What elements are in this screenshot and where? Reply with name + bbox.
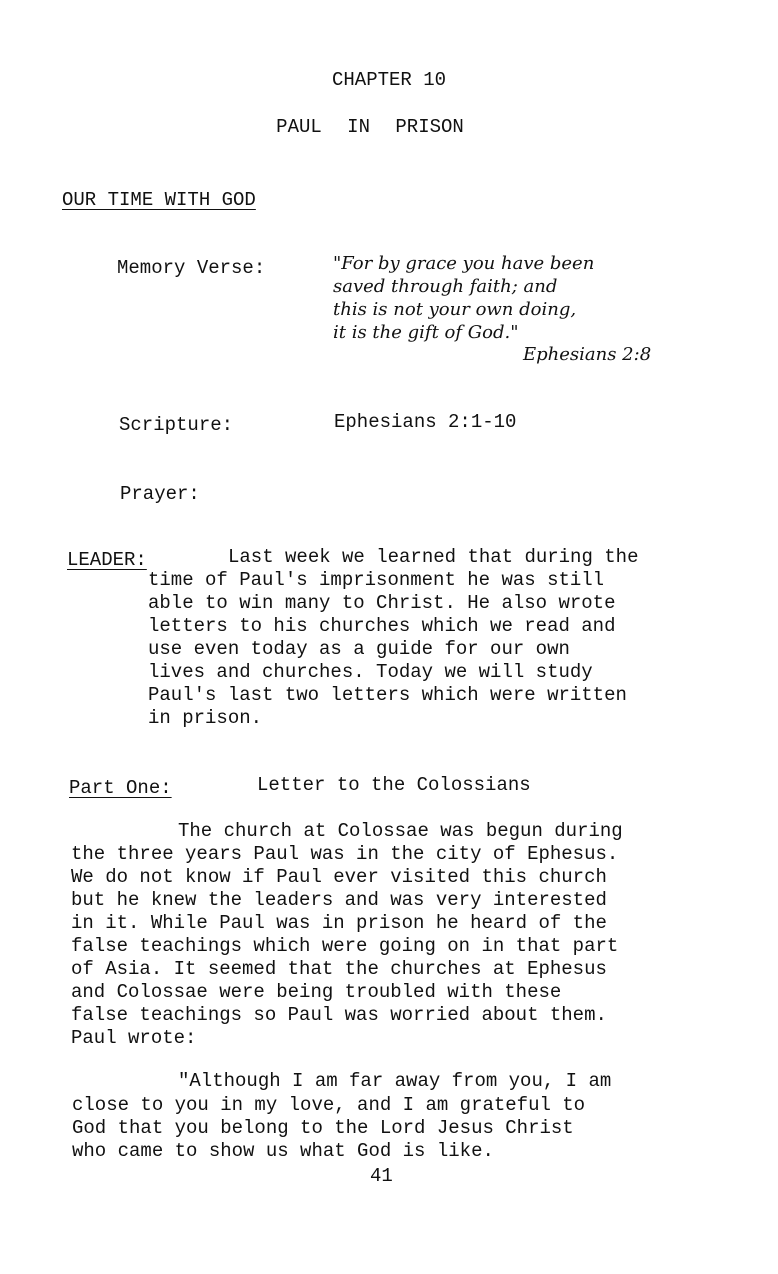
leader-line: time of Paul's imprisonment he was still	[148, 569, 605, 591]
paragraph-line: false teachings so Paul was worried about them.	[71, 1004, 607, 1026]
quote-line: close to you in my love, and I am grateful to	[72, 1094, 586, 1116]
memory-verse-text	[333, 252, 594, 344]
memory-verse-line: this is not your own doing,	[333, 299, 577, 320]
quote-text	[72, 1094, 585, 1163]
quote-line: who came to show us what God is like.	[72, 1140, 494, 1162]
section-heading: OUR TIME WITH GOD	[62, 189, 256, 211]
leader-line: in prison.	[148, 707, 263, 729]
paragraph-line: and Colossae were being troubled with these	[71, 981, 562, 1003]
chapter-heading: CHAPTER 10	[331, 69, 447, 91]
paragraph-line: of Asia. It seemed that the churches at Ephesus	[71, 958, 607, 980]
prayer-label: Prayer:	[120, 483, 200, 505]
memory-verse-label: Memory Verse:	[117, 257, 266, 279]
memory-verse-reference: Ephesians 2:8	[523, 344, 652, 365]
memory-verse-line: saved through faith; and	[333, 276, 558, 297]
scripture-label: Scripture:	[119, 414, 234, 436]
part-one-label: Part One:	[69, 777, 172, 799]
leader-line: able to win many to Christ. He also wrote	[148, 592, 616, 614]
memory-verse-line: "For by grace you have been	[333, 253, 595, 274]
page-title: PAUL IN PRISON	[276, 116, 464, 138]
leader-line: letters to his churches which we read and	[148, 615, 616, 637]
paragraph-line: We do not know if Paul ever visited this church	[71, 866, 607, 888]
quote-line: "Although I am far away from you, I am	[178, 1070, 612, 1092]
paragraph-line: The church at Colossae was begun during	[178, 820, 623, 842]
leader-text	[148, 569, 698, 730]
paragraph-line: false teachings which were going on in that part	[71, 935, 619, 957]
paragraph-line: but he knew the leaders and was very interested	[71, 889, 607, 911]
leader-line: lives and churches. Today we will study	[148, 661, 593, 683]
leader-line: Last week we learned that during the	[228, 546, 639, 568]
quote-line: God that you belong to the Lord Jesus Christ	[72, 1117, 574, 1139]
leader-line: use even today as a guide for our own	[148, 638, 570, 660]
part-one-title: Letter to the Colossians	[257, 774, 531, 796]
page-number: 41	[370, 1165, 393, 1187]
memory-verse-line: it is the gift of God."	[333, 322, 519, 343]
paragraph-text	[71, 843, 618, 1050]
paragraph-line: in it. While Paul was in prison he heard of the	[71, 912, 607, 934]
paragraph-line: the three years Paul was in the city of Ephesus.	[71, 843, 619, 865]
scripture-value: Ephesians 2:1-10	[334, 411, 517, 433]
leader-label: LEADER:	[67, 549, 147, 571]
leader-line: Paul's last two letters which were written	[148, 684, 627, 706]
paragraph-line: Paul wrote:	[71, 1027, 197, 1049]
